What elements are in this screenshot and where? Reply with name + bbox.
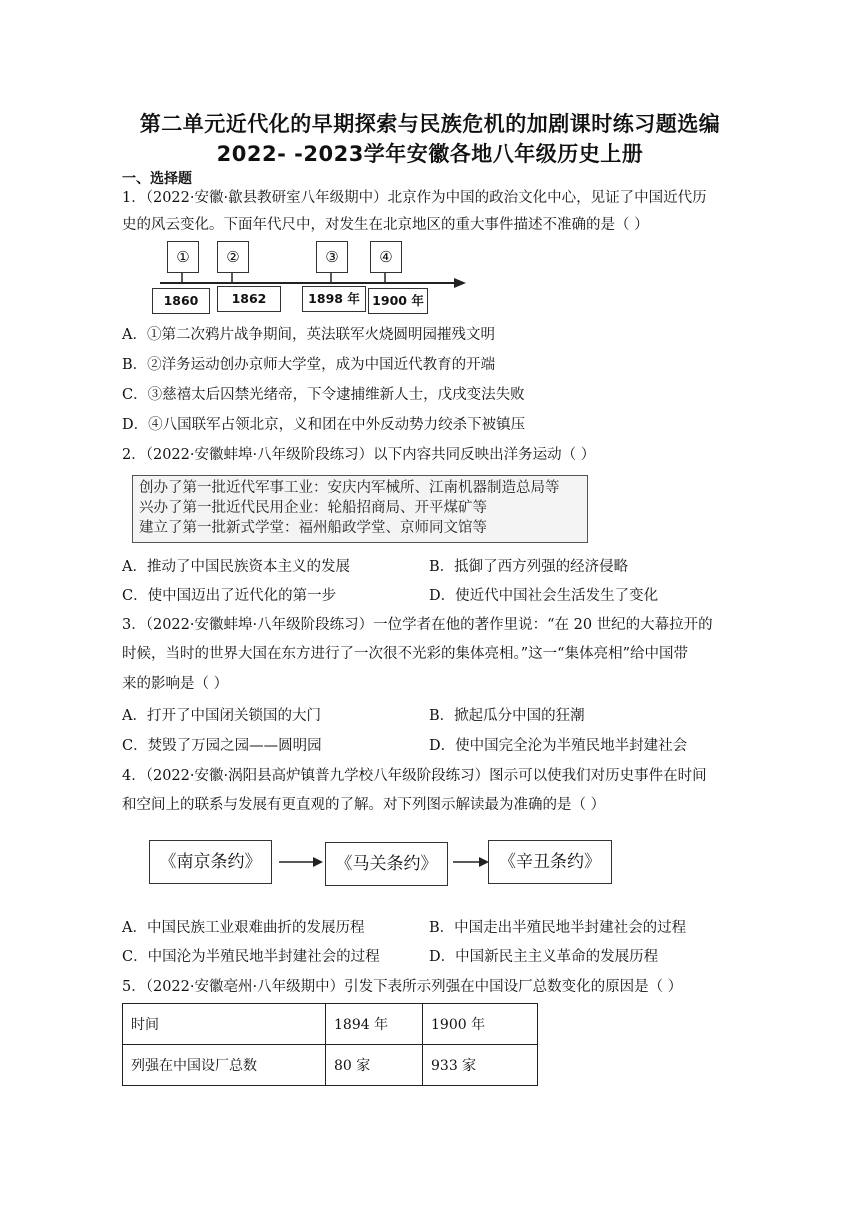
section-heading: 一、选择题 xyxy=(122,171,192,187)
q1-option-c: C．③慈禧太后囚禁光绪帝，下令逮捕维新人士，戊戌变法失败 xyxy=(122,387,525,403)
timeline-year-1900: 1900 年 xyxy=(368,288,428,314)
timeline-year-1862: 1862 xyxy=(217,286,281,312)
q2-box-line1: 创办了第一批近代军事工业：安庆内军械所、江南机器制造总局等 xyxy=(139,480,560,496)
q3-option-b: B．掀起瓜分中国的狂潮 xyxy=(429,708,585,724)
q1-option-d: D．④八国联军占领北京，义和团在中外反动势力绞杀下被镇压 xyxy=(122,417,526,433)
q5-table xyxy=(122,1003,538,1086)
q4-stem-line2: 和空间上的联系与发展有更直观的了解。对下列图示解读最为准确的是（ ） xyxy=(122,797,606,813)
page-title-line2: 2022- -2023学年安徽各地八年级历史上册 xyxy=(216,142,644,166)
q2-box-line3: 建立了第一批新式学堂：福州船政学堂、京师同文馆等 xyxy=(139,520,487,536)
q3-stem-line3: 来的影响是（ ） xyxy=(122,676,229,692)
q2-info-box xyxy=(132,475,588,543)
q4-option-d: D．中国新民主主义革命的发展历程 xyxy=(429,949,659,965)
q1-stem-line1: 1．（2022·安徽·歙县教研室八年级期中）北京作为中国的政治文化中心，见证了中国近代历 xyxy=(122,190,707,206)
q5-stem: 5．（2022·安徽亳州·八年级期中）引发下表所示列强在中国设厂总数变化的原因是（ ） xyxy=(122,979,683,995)
timeline-mark-1: ① xyxy=(167,241,199,273)
timeline-mark-4: ④ xyxy=(370,241,402,273)
timeline-year-1860: 1860 xyxy=(152,288,210,314)
arrow-icon xyxy=(451,852,491,872)
page-title-line1: 第二单元近代化的早期探索与民族危机的加剧课时练习题选编 xyxy=(139,112,721,136)
table-row xyxy=(123,1045,538,1086)
q1-stem-line2: 史的风云变化。下面年代尺中，对发生在北京地区的重大事件描述不准确的是（ ） xyxy=(122,217,649,233)
timeline-year-1898: 1898 年 xyxy=(302,286,366,312)
q4-stem-line1: 4．（2022·安徽·涡阳县高炉镇普九学校八年级阶段练习）图示可以使我们对历史事件在时间 xyxy=(122,768,707,784)
arrow-icon xyxy=(277,852,325,872)
table-header-cell: 1894 年 xyxy=(326,1004,423,1045)
q2-box-line2: 兴办了第一批近代民用企业：轮船招商局、开平煤矿等 xyxy=(139,500,487,516)
table-header-row xyxy=(123,1004,538,1045)
q2-option-b: B．抵御了西方列强的经济侵略 xyxy=(429,559,629,575)
q4-option-b: B．中国走出半殖民地半封建社会的过程 xyxy=(429,920,687,936)
treaty-xinchou: 《辛丑条约》 xyxy=(488,840,612,884)
table-header-cell: 时间 xyxy=(123,1004,326,1045)
q4-option-a: A．中国民族工业艰难曲折的发展历程 xyxy=(122,920,365,936)
timeline-mark-3: ③ xyxy=(316,241,348,273)
treaty-nanjing: 《南京条约》 xyxy=(149,840,272,884)
q2-option-a: A．推动了中国民族资本主义的发展 xyxy=(122,559,350,575)
table-header-cell: 1900 年 xyxy=(423,1004,538,1045)
q4-option-c: C．中国沦为半殖民地半封建社会的过程 xyxy=(122,949,380,965)
table-cell: 80 家 xyxy=(326,1045,423,1086)
q3-option-d: D．使中国完全沦为半殖民地半封建社会 xyxy=(429,738,688,754)
q2-stem: 2．（2022·安徽蚌埠·八年级阶段练习）以下内容共同反映出洋务运动（ ） xyxy=(122,447,596,463)
q2-option-c: C．使中国迈出了近代化的第一步 xyxy=(122,588,337,604)
table-cell: 933 家 xyxy=(423,1045,538,1086)
treaty-maguan: 《马关条约》 xyxy=(325,842,448,886)
table-cell: 列强在中国设厂总数 xyxy=(123,1045,326,1086)
q3-option-a: A．打开了中国闭关锁国的大门 xyxy=(122,708,321,724)
q3-stem-line1: 3．（2022·安徽蚌埠·八年级阶段练习）一位学者在他的著作里说：“在 20 世纪的大幕拉开的 xyxy=(122,617,713,633)
q1-option-a: A．①第二次鸦片战争期间，英法联军火烧圆明园摧残文明 xyxy=(122,327,495,343)
q3-stem-line2: 时候，当时的世界大国在东方进行了一次很不光彩的集体亮相。”这一“集体亮相”给中国带 xyxy=(122,646,688,662)
timeline-mark-2: ② xyxy=(217,241,249,273)
q3-option-c: C．焚毁了万园之园——圆明园 xyxy=(122,738,322,754)
q1-option-b: B．②洋务运动创办京师大学堂，成为中国近代教育的开端 xyxy=(122,357,496,373)
q2-option-d: D．使近代中国社会生活发生了变化 xyxy=(429,588,659,604)
